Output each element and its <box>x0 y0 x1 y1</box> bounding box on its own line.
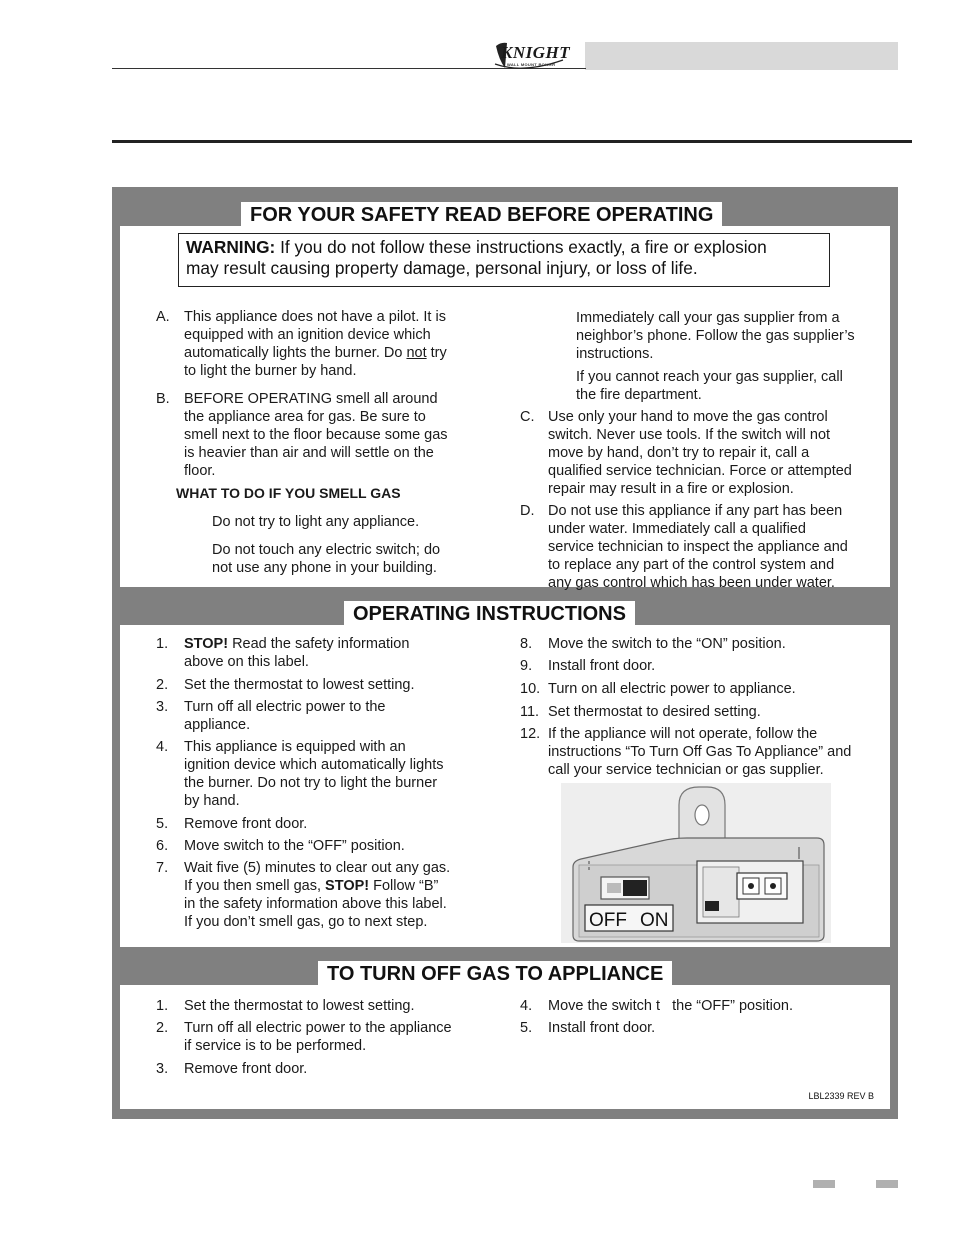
item-line: BEFORE OPERATING smell all around <box>184 391 438 407</box>
step-line: the burner. Do not try to light the burner <box>184 775 438 791</box>
item-line: under water. Immediately call a qualified <box>548 521 806 537</box>
step-number: 3. <box>156 699 169 715</box>
step-line: in the safety information above this label. <box>184 896 447 912</box>
smell-gas-step-2b: not use any phone in your building. <box>212 560 437 576</box>
item-line: any gas control which has been under water. <box>548 575 835 591</box>
stop-emphasis: STOP! <box>325 878 370 894</box>
item-label: C. <box>520 409 535 425</box>
step-text: Move the switch to the “ON” position. <box>548 636 786 652</box>
smell-gas-step-1: Do not try to light any appliance. <box>212 514 420 530</box>
warning-text-2: may result causing property damage, personal injury, or loss of life. <box>186 258 698 278</box>
item-line: move by hand, don’t try to repair it, call a <box>548 445 810 461</box>
item-line: to light the burner by hand. <box>184 363 357 379</box>
item-line: floor. <box>184 463 216 479</box>
step-line: If the appliance will not operate, follow the <box>548 726 818 742</box>
item-label: D. <box>520 503 535 519</box>
safety-title: FOR YOUR SAFETY READ BEFORE OPERATING <box>241 202 722 228</box>
step-number: 7. <box>156 860 169 876</box>
item-line: service technician to inspect the appliance and <box>548 539 848 555</box>
off-label: OFF <box>589 910 627 931</box>
step-line: Wait five (5) minutes to clear out any gas. <box>184 860 451 876</box>
step-number: 1. <box>156 998 169 1014</box>
warning-label: WARNING: <box>186 237 276 257</box>
item-line: switch. Never use tools. If the switch will not <box>548 427 831 443</box>
smell-gas-step-4 <box>576 368 843 404</box>
item-line: the fire department. <box>576 387 702 403</box>
safety-panel <box>120 202 890 591</box>
item-label: A. <box>156 309 170 325</box>
logo-subtext: WALL MOUNT BOILER <box>507 62 556 67</box>
operating-title: OPERATING INSTRUCTIONS <box>344 601 635 627</box>
step-text: Set thermostat to desired setting. <box>548 704 761 720</box>
step-text: Remove front door. <box>184 816 308 832</box>
step-line: call your service technician or gas supplier. <box>548 762 824 778</box>
step-number: 2. <box>156 677 169 693</box>
step-number: 4. <box>156 739 169 755</box>
step-text: Read the safety information <box>228 636 410 652</box>
step-number: 9. <box>520 658 533 674</box>
step-number: 3. <box>156 1061 169 1077</box>
item-label: B. <box>156 391 170 407</box>
step-text: Remove front door. <box>184 1061 308 1077</box>
footer-tab-right <box>876 1180 898 1188</box>
step-line: by hand. <box>184 793 240 809</box>
step-number: 8. <box>520 636 533 652</box>
emphasis-not: not <box>406 345 427 361</box>
safety-label <box>112 187 898 1119</box>
step-text: Move switch to the “OFF” position. <box>184 838 405 854</box>
step-line: This appliance is equipped with an <box>184 739 406 755</box>
section-rule <box>112 140 912 143</box>
step-line: If you don’t smell gas, go to next step. <box>184 914 428 930</box>
item-line: This appliance does not have a pilot. It is <box>184 309 446 325</box>
on-label: ON <box>640 910 669 931</box>
step-text: Turn on all electric power to appliance. <box>548 681 796 697</box>
item-line: neighbor’s phone. Follow the gas supplier’s <box>576 328 855 344</box>
step-line: appliance. <box>184 717 251 733</box>
step-line: Turn off all electric power to the appliance <box>184 1020 452 1036</box>
step-number: 1. <box>156 636 169 652</box>
header-bar <box>585 42 898 70</box>
step-text: Set the thermostat to lowest setting. <box>184 677 415 693</box>
knight-logo <box>493 40 571 72</box>
step-line: above on this label. <box>184 654 309 670</box>
item-line: repair may result in a fire or explosion. <box>548 481 794 497</box>
label-code: LBL2339 REV B <box>808 1091 874 1101</box>
step-text: Install front door. <box>548 658 656 674</box>
switch-diagram-icon <box>561 783 831 943</box>
step-number: 5. <box>520 1020 533 1036</box>
item-line: the appliance area for gas. Be sure to <box>184 409 426 425</box>
logo-text: KNIGHT <box>501 43 571 62</box>
item-line: qualified service technician. Force or attempted <box>548 463 852 479</box>
footer-tab-left <box>813 1180 835 1188</box>
item-line: instructions. <box>576 346 654 362</box>
step-text: Set the thermostat to lowest setting. <box>184 998 415 1014</box>
step-line: ignition device which automatically lights <box>184 757 444 773</box>
step-line: Turn off all electric power to the <box>184 699 386 715</box>
step-number: 6. <box>156 838 169 854</box>
smell-gas-step-2a: Do not touch any electric switch; do <box>212 542 441 558</box>
gas-control-switch-illustration <box>561 783 831 943</box>
step-line: instructions “To Turn Off Gas To Appliance” and <box>548 744 852 760</box>
turnoff-title: TO TURN OFF GAS TO APPLIANCE <box>318 961 672 987</box>
item-line: equipped with an ignition device which <box>184 327 431 343</box>
item-line: Immediately call your gas supplier from a <box>576 310 840 326</box>
item-line: smell next to the floor because some gas <box>184 427 448 443</box>
step-line <box>184 877 450 895</box>
step-line: if service is to be performed. <box>184 1038 367 1054</box>
step-number: 4. <box>520 998 533 1014</box>
step-text: Follow “B” <box>369 878 439 894</box>
item-line: If you cannot reach your gas supplier, call <box>576 369 843 385</box>
turnoff-panel <box>120 961 890 1109</box>
step-text: If you then smell gas, <box>184 878 326 894</box>
item-line: to replace any part of the control system and <box>548 557 835 573</box>
step-number: 11. <box>520 704 540 720</box>
warning-box <box>178 233 830 287</box>
item-text: try <box>426 345 447 361</box>
smell-gas-step-3 <box>576 309 855 363</box>
step-line <box>184 635 409 653</box>
item-line: is heavier than air and will settle on the <box>184 445 434 461</box>
item-text: automatically lights the burner. Do <box>184 345 407 361</box>
step-text: Install front door. <box>548 1020 656 1036</box>
step-number: 12. <box>520 726 541 742</box>
item-line: Do not use this appliance if any part has been <box>548 503 843 519</box>
step-number: 2. <box>156 1020 169 1036</box>
step-number: 5. <box>156 816 169 832</box>
item-line: Use only your hand to move the gas control <box>548 409 828 425</box>
stop-emphasis: STOP! <box>184 636 229 652</box>
step-text: Move the switch t the “OFF” position. <box>548 998 793 1014</box>
smell-gas-heading: WHAT TO DO IF YOU SMELL GAS <box>176 485 401 501</box>
warning-text-1: If you do not follow these instructions exactly, a fire or explosion <box>275 237 767 257</box>
item-line <box>184 344 447 362</box>
step-number: 10. <box>520 681 541 697</box>
